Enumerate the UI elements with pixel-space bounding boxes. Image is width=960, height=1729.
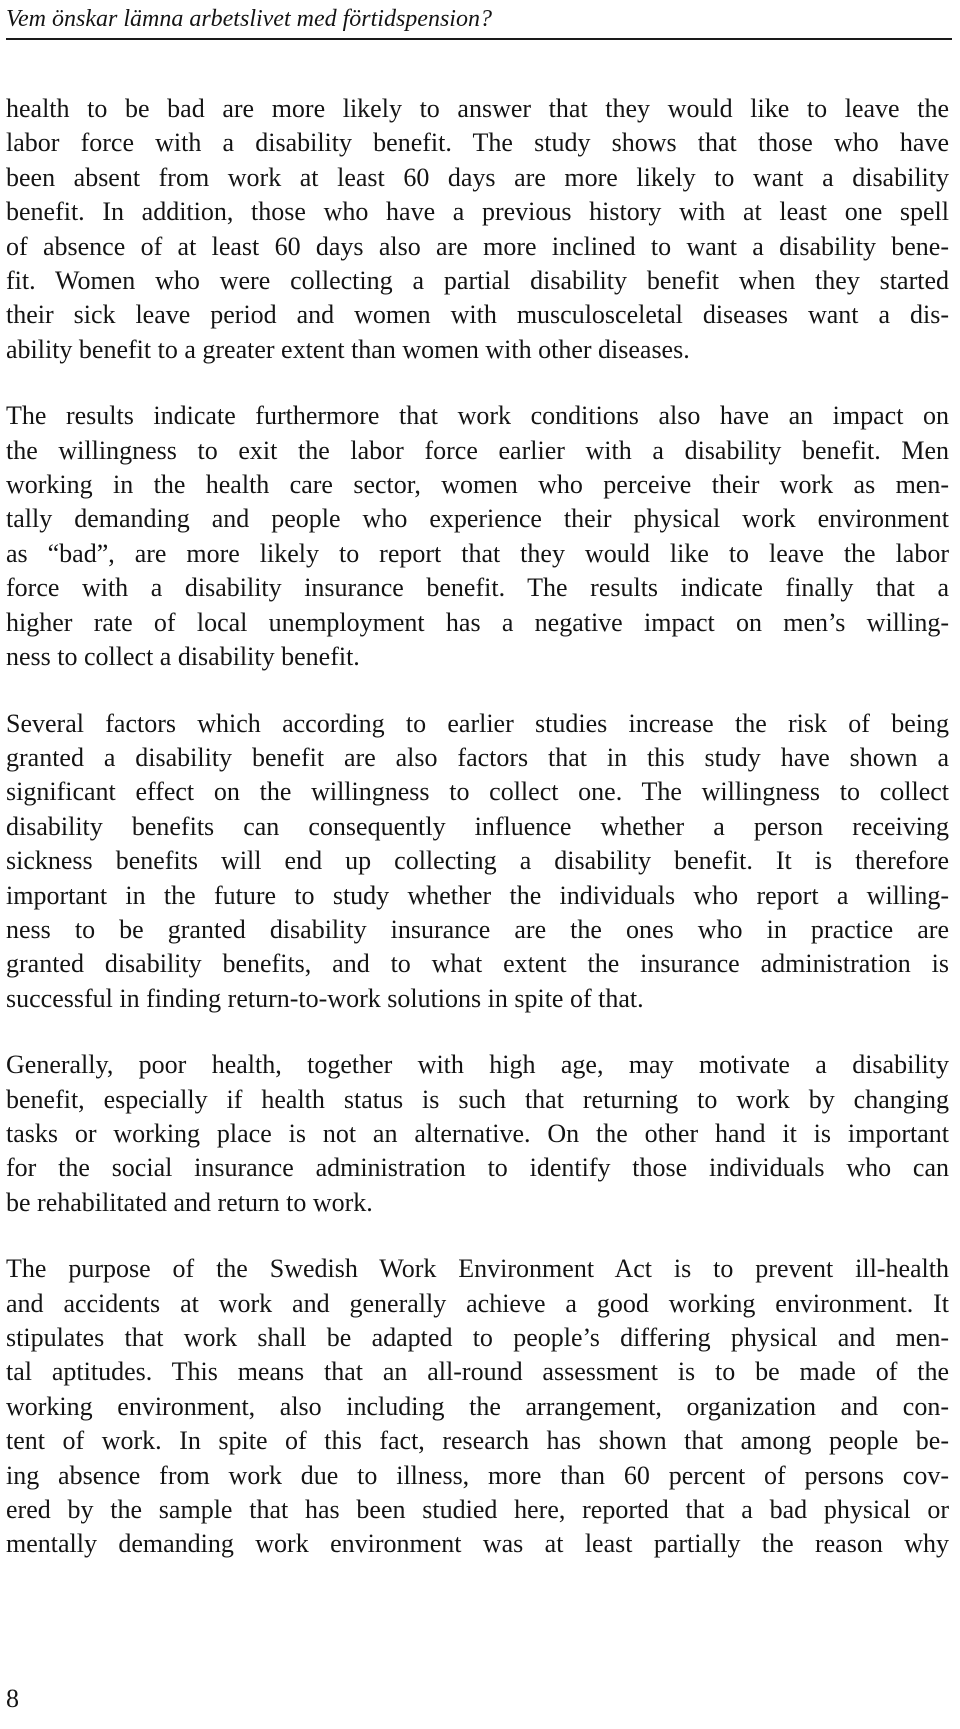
paragraph-1	[6, 92, 949, 367]
text-line: tal aptitudes. This means that an all-round assessment is to be made of the	[6, 1357, 949, 1387]
text-line: tally demanding and people who experience their physical work environment	[6, 504, 949, 534]
text-line: granted disability benefits, and to what extent the insurance administration is	[6, 949, 949, 979]
text-line: Generally, poor health, together with high age, may motivate a disability	[6, 1050, 949, 1080]
text-line: health to be bad are more likely to answer that they would like to leave the	[6, 94, 949, 123]
paragraph-2	[6, 399, 949, 674]
text-line: The results indicate furthermore that work conditions also have an impact on	[6, 401, 949, 431]
text-line: benefit. In addition, those who have a previous history with at least one spell	[6, 197, 949, 227]
running-header: Vem önskar lämna arbetslivet med förtidspension?	[6, 6, 492, 32]
text-line: Several factors which according to earlier studies increase the risk of being	[6, 708, 949, 738]
text-line: higher rate of local unemployment has a negative impact on men’s willing-	[6, 607, 949, 637]
text-line: tasks or working place is not an alternative. On the other hand it is important	[6, 1118, 949, 1148]
text-line: mentally demanding work environment was at least partially the reason why	[6, 1529, 949, 1559]
text-line: ness to be granted disability insurance are the ones who in practice are	[6, 914, 949, 944]
text-line: ing absence from work due to illness, more than 60 percent of persons cov-	[6, 1460, 949, 1490]
text-line: ered by the sample that has been studied here, reported that a bad physical or	[6, 1495, 949, 1525]
text-line: stipulates that work shall be adapted to people’s differing physical and men-	[6, 1323, 949, 1352]
text-line: as “bad”, are more likely to report that they would like to leave the labor	[6, 538, 949, 568]
text-line: The purpose of the Swedish Work Environment Act is to prevent ill-health	[6, 1254, 949, 1284]
text-line: significant effect on the willingness to collect one. The willingness to collect	[6, 777, 949, 807]
paragraph-5	[6, 1252, 949, 1562]
text-line: the willingness to exit the labor force earlier with a disability benefit. Men	[6, 435, 949, 465]
text-line: disability benefits can consequently influence whether a person receiving	[6, 811, 949, 841]
text-line: successful in finding return-to-work solutions in spite of that.	[6, 983, 644, 1013]
text-line: of absence of at least 60 days also are more inclined to want a disability bene-	[6, 231, 949, 261]
text-line: fit. Women who were collecting a partial disability benefit when they started	[6, 266, 949, 296]
text-line: their sick leave period and women with musculosceletal diseases want a dis-	[6, 300, 949, 330]
paragraph-4	[6, 1048, 949, 1220]
text-line: be rehabilitated and return to work.	[6, 1187, 373, 1217]
text-line: been absent from work at least 60 days are more likely to want a disability	[6, 162, 949, 192]
text-line: working environment, also including the arrangement, organization and con-	[6, 1391, 949, 1421]
text-line: benefit, especially if health status is such that returning to work by changing	[6, 1084, 949, 1114]
text-line: important in the future to study whether the individuals who report a willing-	[6, 880, 949, 910]
text-line: for the social insurance administration to identify those individuals who can	[6, 1153, 949, 1183]
header-rule	[6, 38, 952, 40]
paragraph-3	[6, 707, 949, 1017]
page-number: 8	[6, 1684, 19, 1713]
text-line: tent of work. In spite of this fact, research has shown that among people be-	[6, 1426, 949, 1456]
text-line: ability benefit to a greater extent than women with other diseases.	[6, 334, 690, 364]
text-line: and accidents at work and generally achieve a good working environment. It	[6, 1288, 949, 1318]
text-line: force with a disability insurance benefit. The results indicate finally that a	[6, 573, 949, 603]
text-line: sickness benefits will end up collecting a disability benefit. It is therefore	[6, 846, 949, 876]
text-line: ness to collect a disability benefit.	[6, 642, 360, 672]
text-line: granted a disability benefit are also factors that in this study have shown a	[6, 742, 949, 772]
text-line: labor force with a disability benefit. The study shows that those who have	[6, 128, 949, 158]
body-text	[6, 92, 949, 1594]
text-line: working in the health care sector, women who perceive their work as men-	[6, 470, 949, 500]
